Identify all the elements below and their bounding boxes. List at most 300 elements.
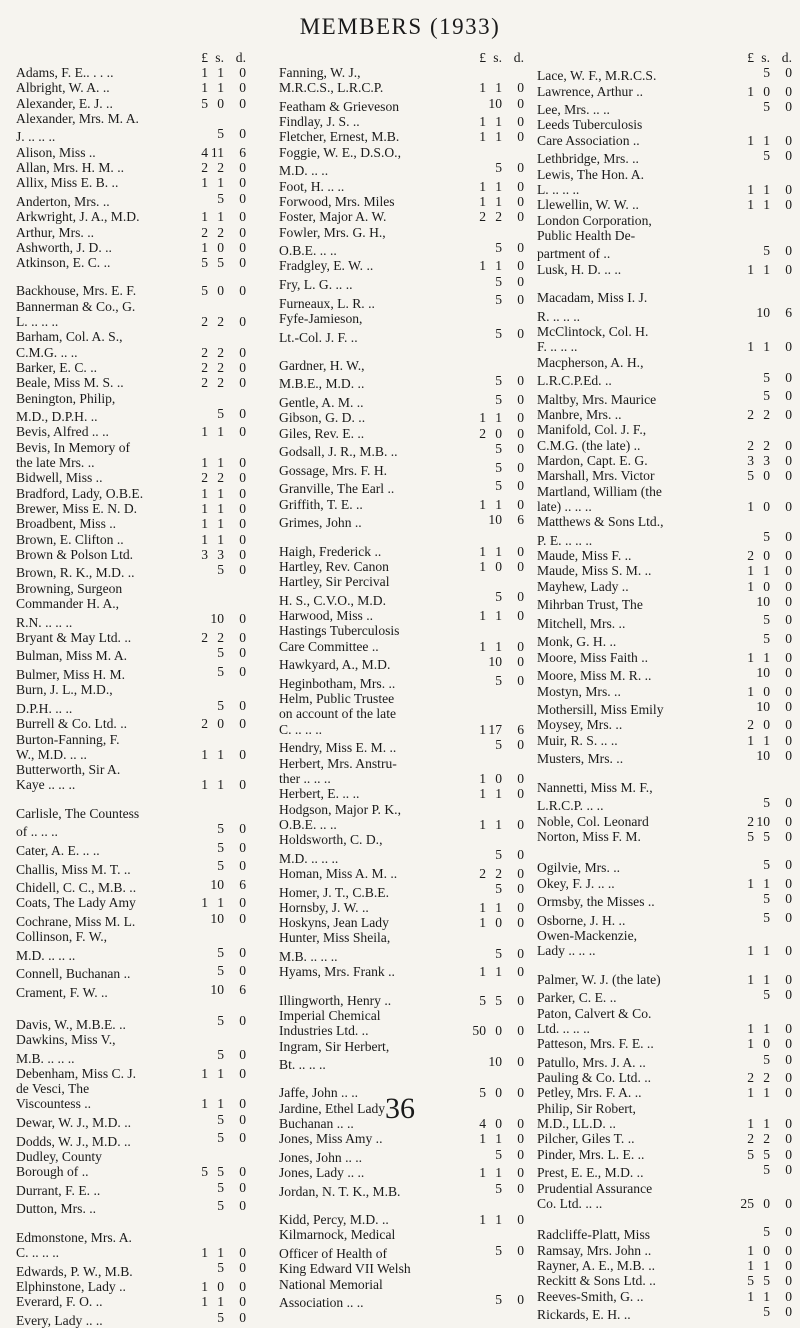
amount-pence: 0 bbox=[770, 438, 792, 453]
amount-shillings: 5 bbox=[486, 993, 502, 1008]
member-entry bbox=[16, 191, 246, 210]
amount-pounds: 2 bbox=[192, 345, 208, 360]
member-name: Brown & Polson Ltd. bbox=[16, 547, 192, 562]
amount-pounds bbox=[192, 821, 208, 836]
amount-pounds bbox=[192, 126, 208, 141]
amount-pence: 0 bbox=[770, 148, 792, 163]
member-entry bbox=[279, 1292, 524, 1311]
amount-pence: 0 bbox=[502, 589, 524, 604]
amount-pence: 0 bbox=[770, 1304, 792, 1319]
amount-pounds: 5 bbox=[470, 993, 486, 1008]
member-entry bbox=[279, 65, 524, 80]
member-entry bbox=[537, 1181, 792, 1196]
member-entry bbox=[16, 1294, 246, 1309]
amount-shillings: 5 bbox=[754, 857, 770, 872]
amount-pounds: 1 bbox=[738, 579, 754, 594]
member-name: Philip, Sir Robert, bbox=[537, 1101, 738, 1116]
member-entry bbox=[279, 1039, 524, 1054]
member-entry bbox=[537, 1052, 792, 1071]
amount-pounds: 3 bbox=[192, 547, 208, 562]
amount-pounds: 1 bbox=[738, 1243, 754, 1258]
amount-pence: 0 bbox=[770, 814, 792, 829]
member-name: Bradford, Lady, O.B.E. bbox=[16, 486, 192, 501]
member-entry bbox=[537, 684, 792, 699]
member-name: D.P.H. .. .. bbox=[16, 701, 192, 716]
amount-shillings: 2 bbox=[754, 438, 770, 453]
currency-header-pence: d. bbox=[770, 50, 792, 65]
member-entry bbox=[279, 326, 524, 345]
member-entry bbox=[537, 1147, 792, 1162]
member-entry bbox=[537, 422, 792, 437]
amount-pounds: 1 bbox=[192, 65, 208, 80]
amount-shillings: 0 bbox=[208, 96, 224, 111]
member-name: Prudential Assurance bbox=[537, 1181, 738, 1196]
member-name: Owen-Mackenzie, bbox=[537, 928, 738, 943]
member-name: Illingworth, Henry .. bbox=[279, 993, 470, 1008]
amount-shillings: 5 bbox=[486, 737, 502, 752]
amount-pence: 0 bbox=[224, 191, 246, 206]
member-entry bbox=[16, 1198, 246, 1217]
member-name: M.D. .. .. .. bbox=[279, 851, 470, 866]
member-name: National Memorial bbox=[279, 1277, 470, 1292]
amount-shillings: 1 bbox=[208, 747, 224, 762]
amount-pounds: 1 bbox=[470, 80, 486, 95]
member-name: Dewar, W. J., M.D. .. bbox=[16, 1115, 192, 1130]
member-name: Furneaux, L. R. .. bbox=[279, 296, 470, 311]
amount-pence: 0 bbox=[224, 777, 246, 792]
amount-pounds bbox=[470, 1243, 486, 1258]
member-name: Mayhew, Lady .. bbox=[537, 579, 738, 594]
member-entry bbox=[537, 1021, 792, 1036]
member-name: Monk, G. H. .. bbox=[537, 634, 738, 649]
amount-shillings: 1 bbox=[486, 817, 502, 832]
member-name: C. .. .. .. bbox=[279, 722, 470, 737]
member-name: Arthur, Mrs. .. bbox=[16, 225, 192, 240]
member-name: the late Mrs. .. bbox=[16, 455, 192, 470]
amount-pence: 0 bbox=[770, 1116, 792, 1131]
member-name: of .. .. .. bbox=[16, 824, 192, 839]
member-name: Fowler, Mrs. G. H., bbox=[279, 225, 470, 240]
member-entry bbox=[16, 145, 246, 160]
member-entry bbox=[279, 946, 524, 965]
member-name: Fletcher, Ernest, M.B. bbox=[279, 129, 470, 144]
member-name: Kaye .. .. .. bbox=[16, 777, 192, 792]
member-name: Findlay, J. S. .. bbox=[279, 114, 470, 129]
member-entry bbox=[16, 1279, 246, 1294]
amount-pounds: 1 bbox=[738, 499, 754, 514]
member-name: Anderton, Mrs. .. bbox=[16, 194, 192, 209]
amount-shillings: 5 bbox=[754, 1304, 770, 1319]
member-entry bbox=[16, 1310, 246, 1328]
section-gap bbox=[537, 767, 792, 780]
currency-header bbox=[537, 50, 792, 65]
member-entry bbox=[16, 424, 246, 439]
member-entry bbox=[537, 1006, 792, 1021]
amount-pounds: 1 bbox=[470, 1165, 486, 1180]
member-entry bbox=[279, 1023, 524, 1038]
member-name: Hyams, Mrs. Frank .. bbox=[279, 964, 470, 979]
member-entry bbox=[16, 682, 246, 697]
member-name: Leeds Tuberculosis bbox=[537, 117, 738, 132]
amount-pounds bbox=[192, 858, 208, 873]
section-gap bbox=[16, 1000, 246, 1013]
member-entry bbox=[279, 392, 524, 411]
amount-pence: 0 bbox=[224, 1047, 246, 1062]
member-name: Giles, Rev. E. .. bbox=[279, 426, 470, 441]
member-entry bbox=[537, 857, 792, 876]
amount-pence: 0 bbox=[502, 946, 524, 961]
member-name: Bidwell, Miss .. bbox=[16, 470, 192, 485]
amount-pence: 0 bbox=[502, 160, 524, 175]
amount-pence: 0 bbox=[770, 1273, 792, 1288]
member-name: Collinson, F. W., bbox=[16, 929, 192, 944]
member-name: Davis, W., M.B.E. .. bbox=[16, 1017, 192, 1032]
member-entry bbox=[279, 993, 524, 1008]
amount-pounds: 2 bbox=[738, 438, 754, 453]
amount-pence: 0 bbox=[224, 516, 246, 531]
member-name: Officer of Health of bbox=[279, 1246, 470, 1261]
amount-shillings: 5 bbox=[486, 392, 502, 407]
member-name: C.M.G. (the late) .. bbox=[537, 438, 738, 453]
amount-pounds: 2 bbox=[470, 209, 486, 224]
member-name: Muir, R. S. .. .. bbox=[537, 733, 738, 748]
amount-pence: 0 bbox=[770, 665, 792, 680]
amount-pence: 0 bbox=[224, 1279, 246, 1294]
amount-pence: 0 bbox=[502, 654, 524, 669]
member-entry bbox=[279, 802, 524, 817]
member-entry bbox=[279, 512, 524, 531]
member-entry bbox=[537, 1258, 792, 1273]
amount-pounds: 1 bbox=[192, 532, 208, 547]
member-name: Bryant & May Ltd. .. bbox=[16, 630, 192, 645]
member-name: Beale, Miss M. S. .. bbox=[16, 375, 192, 390]
member-entry bbox=[279, 274, 524, 293]
member-entry bbox=[16, 664, 246, 683]
amount-pounds: 1 bbox=[738, 1289, 754, 1304]
amount-pence: 0 bbox=[502, 771, 524, 786]
member-name: L.R.C.P. .. .. bbox=[537, 798, 738, 813]
member-entry bbox=[16, 562, 246, 581]
member-name: Heginbotham, Mrs. .. bbox=[279, 676, 470, 691]
section-gap bbox=[279, 1072, 524, 1085]
member-entry bbox=[279, 574, 524, 589]
member-name: Hoskyns, Jean Lady bbox=[279, 915, 470, 930]
amount-pence: 0 bbox=[770, 84, 792, 99]
amount-pence: 0 bbox=[770, 891, 792, 906]
member-entry bbox=[537, 117, 792, 132]
member-name: Foggie, W. E., D.S.O., bbox=[279, 145, 470, 160]
amount-pence: 0 bbox=[224, 1013, 246, 1028]
member-name: Nannetti, Miss M. F., bbox=[537, 780, 738, 795]
amount-shillings: 5 bbox=[754, 795, 770, 810]
member-entry bbox=[537, 548, 792, 563]
amount-shillings: 5 bbox=[208, 858, 224, 873]
member-entry bbox=[279, 881, 524, 900]
member-entry bbox=[279, 900, 524, 915]
amount-pence: 0 bbox=[224, 345, 246, 360]
member-name: Allix, Miss E. B. .. bbox=[16, 175, 192, 190]
member-name: Ramsay, Mrs. John .. bbox=[537, 1243, 738, 1258]
amount-shillings: 5 bbox=[208, 821, 224, 836]
amount-pence: 0 bbox=[224, 645, 246, 660]
member-entry bbox=[16, 440, 246, 455]
member-name: L. .. .. .. bbox=[16, 314, 192, 329]
amount-pounds: 1 bbox=[738, 972, 754, 987]
member-name: Forwood, Mrs. Miles bbox=[279, 194, 470, 209]
amount-pence: 0 bbox=[502, 80, 524, 95]
amount-pence: 0 bbox=[770, 972, 792, 987]
currency-header bbox=[16, 50, 246, 65]
amount-pence: 0 bbox=[502, 258, 524, 273]
amount-pence: 0 bbox=[224, 1245, 246, 1260]
amount-shillings: 5 bbox=[754, 243, 770, 258]
amount-pounds: 5 bbox=[738, 1147, 754, 1162]
amount-shillings: 1 bbox=[754, 1116, 770, 1131]
amount-shillings: 5 bbox=[208, 698, 224, 713]
amount-pounds: 1 bbox=[192, 501, 208, 516]
member-name: Edmonstone, Mrs. A. bbox=[16, 1230, 192, 1245]
member-name: Bannerman & Co., G. bbox=[16, 299, 192, 314]
member-entry bbox=[279, 673, 524, 692]
amount-shillings: 1 bbox=[486, 497, 502, 512]
amount-pence: 0 bbox=[502, 847, 524, 862]
member-entry bbox=[537, 243, 792, 262]
member-name: Lace, W. F., M.R.C.S. bbox=[537, 68, 738, 83]
member-name: Hendry, Miss E. M. .. bbox=[279, 740, 470, 755]
member-entry bbox=[537, 972, 792, 987]
member-entry bbox=[16, 299, 246, 314]
member-name: Jardine, Ethel Lady bbox=[279, 1101, 470, 1116]
amount-pounds: 1 bbox=[738, 1021, 754, 1036]
amount-shillings: 1 bbox=[208, 1066, 224, 1081]
member-name: Prest, E. E., M.D. .. bbox=[537, 1165, 738, 1180]
member-name: M.D., D.P.H. .. bbox=[16, 409, 192, 424]
amount-pence: 0 bbox=[502, 900, 524, 915]
member-name: Buchanan .. .. bbox=[279, 1116, 470, 1131]
member-entry bbox=[537, 290, 792, 305]
section-gap bbox=[16, 270, 246, 283]
member-entry bbox=[279, 1261, 524, 1276]
amount-pence: 0 bbox=[502, 993, 524, 1008]
member-name: Manbre, Mrs. .. bbox=[537, 407, 738, 422]
member-name: Barham, Col. A. S., bbox=[16, 329, 192, 344]
amount-shillings: 5 bbox=[754, 99, 770, 114]
amount-pounds: 1 bbox=[738, 1085, 754, 1100]
amount-pence: 0 bbox=[224, 547, 246, 562]
amount-pounds bbox=[470, 946, 486, 961]
member-entry bbox=[537, 1273, 792, 1288]
amount-pence: 0 bbox=[502, 559, 524, 574]
member-name: Dutton, Mrs. .. bbox=[16, 1201, 192, 1216]
amount-shillings: 5 bbox=[754, 987, 770, 1002]
amount-shillings: 0 bbox=[754, 548, 770, 563]
amount-shillings: 1 bbox=[208, 209, 224, 224]
member-name: Hunter, Miss Sheila, bbox=[279, 930, 470, 945]
member-entry bbox=[279, 497, 524, 512]
amount-shillings: 1 bbox=[208, 80, 224, 95]
member-entry bbox=[279, 441, 524, 460]
amount-shillings: 0 bbox=[486, 1116, 502, 1131]
amount-pence: 0 bbox=[502, 194, 524, 209]
member-entry bbox=[537, 529, 792, 548]
member-name: Harwood, Miss .. bbox=[279, 608, 470, 623]
member-name: Hartley, Sir Percival bbox=[279, 574, 470, 589]
member-name: Grimes, John .. bbox=[279, 515, 470, 530]
amount-pence: 0 bbox=[770, 943, 792, 958]
amount-pounds bbox=[738, 1052, 754, 1067]
amount-shillings: 1 bbox=[208, 455, 224, 470]
member-name: M.B. .. .. .. bbox=[279, 949, 470, 964]
member-entry bbox=[16, 470, 246, 485]
amount-pence: 0 bbox=[224, 96, 246, 111]
amount-shillings: 0 bbox=[754, 1196, 770, 1211]
amount-shillings: 5 bbox=[754, 1224, 770, 1239]
amount-pounds: 1 bbox=[738, 563, 754, 578]
member-name: Musters, Mrs. .. bbox=[537, 751, 738, 766]
member-entry bbox=[279, 817, 524, 832]
member-name: Chidell, C. C., M.B. .. bbox=[16, 880, 192, 895]
member-entry bbox=[279, 544, 524, 559]
member-name: Backhouse, Mrs. E. F. bbox=[16, 283, 192, 298]
member-name: R.N. .. .. .. bbox=[16, 615, 192, 630]
amount-shillings: 0 bbox=[754, 84, 770, 99]
amount-shillings: 0 bbox=[754, 579, 770, 594]
amount-pounds: 5 bbox=[738, 468, 754, 483]
amount-pence: 6 bbox=[502, 722, 524, 737]
member-entry bbox=[279, 964, 524, 979]
section-gap bbox=[279, 1199, 524, 1212]
amount-shillings: 1 bbox=[208, 1245, 224, 1260]
amount-pence: 0 bbox=[224, 532, 246, 547]
member-entry bbox=[537, 987, 792, 1006]
amount-pence: 0 bbox=[502, 786, 524, 801]
member-name: Broadbent, Miss .. bbox=[16, 516, 192, 531]
member-entry bbox=[537, 1289, 792, 1304]
amount-pounds bbox=[470, 478, 486, 493]
amount-pence: 0 bbox=[502, 1147, 524, 1162]
amount-pence: 0 bbox=[770, 243, 792, 258]
amount-pence: 0 bbox=[224, 1180, 246, 1195]
member-name: Everard, F. O. .. bbox=[16, 1294, 192, 1309]
amount-pence: 0 bbox=[770, 1070, 792, 1085]
member-name: Allan, Mrs. H. M. .. bbox=[16, 160, 192, 175]
amount-pounds bbox=[470, 847, 486, 862]
member-entry bbox=[16, 329, 246, 344]
member-entry bbox=[16, 821, 246, 840]
amount-pounds bbox=[738, 1162, 754, 1177]
member-entry bbox=[16, 455, 246, 470]
amount-pounds: 1 bbox=[738, 339, 754, 354]
amount-shillings: 5 bbox=[208, 963, 224, 978]
amount-pence: 0 bbox=[770, 1196, 792, 1211]
amount-shillings: 5 bbox=[486, 292, 502, 307]
amount-pence: 0 bbox=[224, 255, 246, 270]
amount-shillings: 5 bbox=[486, 460, 502, 475]
amount-pounds: 1 bbox=[738, 1116, 754, 1131]
member-name: Paton, Calvert & Co. bbox=[537, 1006, 738, 1021]
amount-pounds bbox=[192, 611, 208, 626]
member-name: Kilmarnock, Medical bbox=[279, 1227, 470, 1242]
member-name: Jaffe, John .. .. bbox=[279, 1085, 470, 1100]
amount-shillings: 1 bbox=[754, 133, 770, 148]
amount-shillings: 0 bbox=[486, 1023, 502, 1038]
amount-pence: 0 bbox=[770, 182, 792, 197]
amount-pence: 0 bbox=[224, 1096, 246, 1111]
member-name: M.D. .. .. .. bbox=[16, 948, 192, 963]
amount-pence: 0 bbox=[502, 478, 524, 493]
member-entry bbox=[16, 1149, 246, 1164]
amount-shillings: 0 bbox=[754, 499, 770, 514]
member-entry bbox=[537, 733, 792, 748]
amount-pence: 0 bbox=[502, 544, 524, 559]
member-name: Care Association .. bbox=[537, 133, 738, 148]
amount-shillings: 1 bbox=[486, 129, 502, 144]
amount-pence: 0 bbox=[502, 1131, 524, 1146]
section-gap bbox=[537, 959, 792, 972]
member-name: Burn, J. L., M.D., bbox=[16, 682, 192, 697]
member-entry bbox=[537, 228, 792, 243]
amount-shillings: 5 bbox=[754, 1147, 770, 1162]
member-entry bbox=[16, 1245, 246, 1260]
amount-pounds bbox=[738, 594, 754, 609]
amount-shillings: 1 bbox=[208, 1294, 224, 1309]
member-name: Cochrane, Miss M. L. bbox=[16, 914, 192, 929]
member-name: Dawkins, Miss V., bbox=[16, 1032, 192, 1047]
amount-pounds bbox=[738, 665, 754, 680]
member-entry bbox=[537, 324, 792, 339]
member-name: Granville, The Earl .. bbox=[279, 481, 470, 496]
member-entry bbox=[16, 375, 246, 390]
member-entry bbox=[537, 468, 792, 483]
amount-pounds: 1 bbox=[192, 1096, 208, 1111]
amount-pence: 0 bbox=[770, 1243, 792, 1258]
amount-pence: 0 bbox=[502, 1054, 524, 1069]
member-name: Patteson, Mrs. F. E. .. bbox=[537, 1036, 738, 1051]
amount-pence: 0 bbox=[502, 881, 524, 896]
amount-pounds bbox=[470, 160, 486, 175]
member-name: Industries Ltd. .. bbox=[279, 1023, 470, 1038]
member-entry bbox=[16, 732, 246, 747]
amount-pence: 0 bbox=[224, 225, 246, 240]
member-entry bbox=[537, 213, 792, 228]
amount-pence: 0 bbox=[770, 1036, 792, 1051]
section-gap bbox=[279, 531, 524, 544]
member-entry bbox=[279, 179, 524, 194]
member-name: Marshall, Mrs. Victor bbox=[537, 468, 738, 483]
amount-pence: 0 bbox=[502, 639, 524, 654]
member-entry bbox=[537, 453, 792, 468]
member-name: late) .. .. .. bbox=[537, 499, 738, 514]
amount-pounds: 3 bbox=[738, 453, 754, 468]
amount-pounds: 1 bbox=[470, 915, 486, 930]
amount-pounds: 2 bbox=[738, 717, 754, 732]
amount-pounds: 1 bbox=[470, 544, 486, 559]
amount-pence: 0 bbox=[770, 594, 792, 609]
member-name: Lewis, The Hon. A. bbox=[537, 167, 738, 182]
member-entry bbox=[279, 1147, 524, 1166]
amount-pence: 0 bbox=[770, 262, 792, 277]
amount-pounds: 1 bbox=[470, 258, 486, 273]
amount-pounds bbox=[192, 1260, 208, 1275]
amount-shillings: 10 bbox=[486, 1054, 502, 1069]
member-entry bbox=[279, 194, 524, 209]
amount-pence: 0 bbox=[770, 548, 792, 563]
amount-pence: 0 bbox=[224, 406, 246, 421]
amount-pence: 0 bbox=[224, 840, 246, 855]
amount-pounds: 1 bbox=[192, 1294, 208, 1309]
member-entry bbox=[16, 1230, 246, 1245]
amount-pence: 0 bbox=[502, 1243, 524, 1258]
